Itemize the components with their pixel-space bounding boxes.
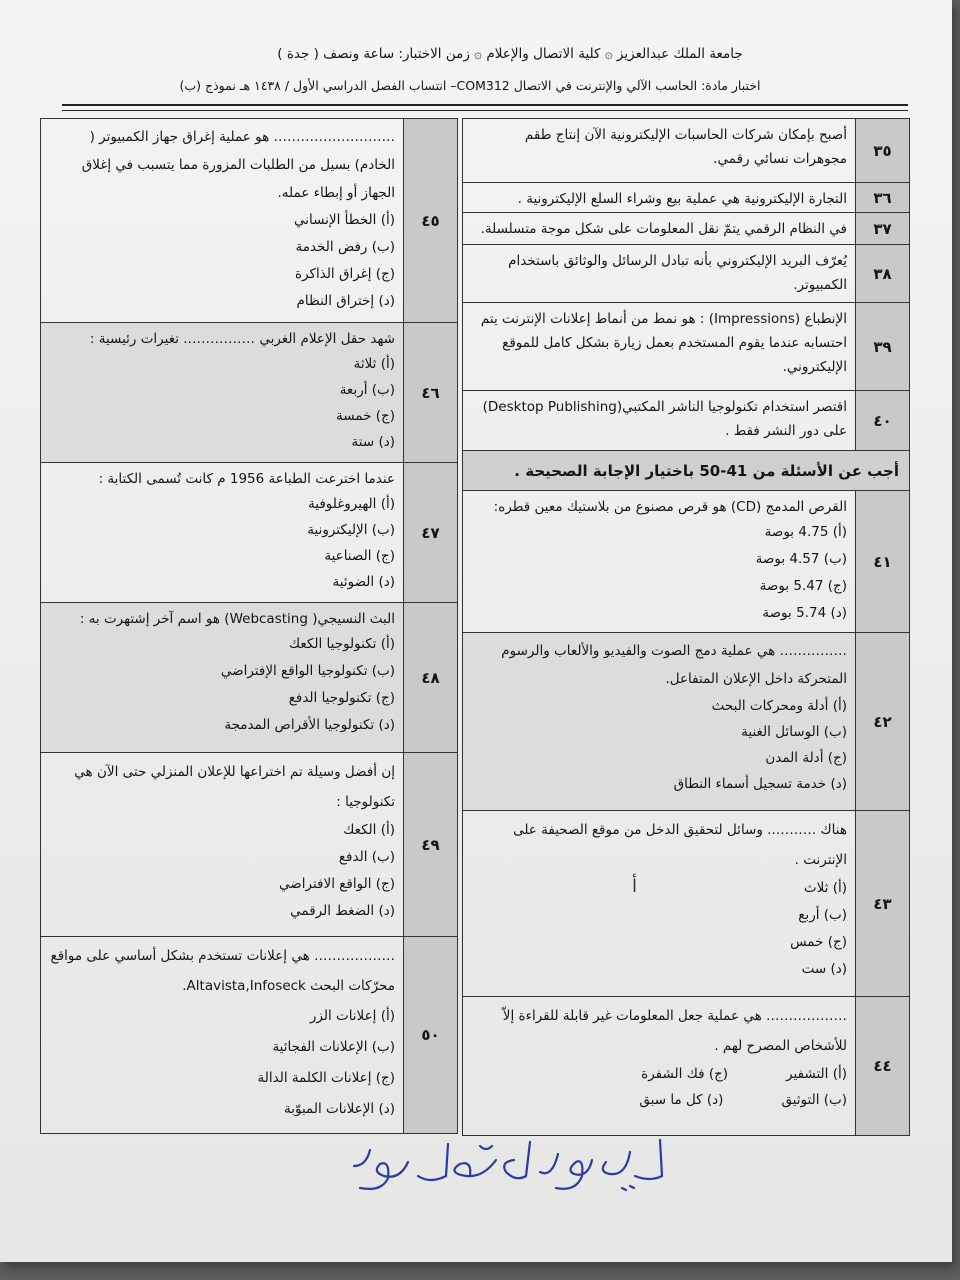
question-number: ٤٤	[855, 997, 909, 1135]
question-46	[41, 323, 457, 463]
question-number: ٤٦	[403, 323, 457, 462]
handwriting-drawing	[330, 1132, 690, 1202]
question-number: ٤٣	[855, 811, 909, 996]
question-42	[463, 633, 909, 811]
question-50	[41, 937, 457, 1133]
question-number: ٣٩	[855, 303, 909, 390]
question-41	[463, 491, 909, 633]
option-a: (أ) التشفير	[786, 1066, 847, 1082]
question-number: ٥٠	[403, 937, 457, 1133]
option-c: (ج) الواقع الافتراضي	[279, 876, 395, 892]
option-a: (أ) ثلاثة	[353, 356, 395, 372]
option-d: (د) 5.74 بوصة	[762, 605, 847, 621]
question-35	[463, 119, 909, 183]
left-column	[40, 118, 458, 1134]
option-a: (أ) تكنولوجيا الكعك	[289, 636, 395, 652]
question-49	[41, 753, 457, 937]
option-d: (د) الضغط الرقمي	[290, 903, 395, 919]
question-44	[463, 997, 909, 1135]
question-number: ٤٧	[403, 463, 457, 602]
question-40	[463, 391, 909, 451]
option-d: (د) إختراق النظام	[296, 293, 395, 309]
question-47	[41, 463, 457, 603]
option-a: (أ) الكعك	[343, 822, 395, 838]
option-d: (د) كل ما سبق	[639, 1092, 724, 1108]
option-c: (ج) خمس	[790, 934, 847, 950]
option-b: (ب) أربع	[798, 907, 847, 923]
option-a: (أ) إعلانات الزر	[309, 1008, 395, 1024]
option-b: (ب) الإليكترونية	[307, 522, 395, 538]
option-b: (ب) التوثيق	[781, 1092, 847, 1108]
question-number: ٣٧	[855, 213, 909, 244]
option-c: (ج) 5.47 بوصة	[759, 578, 847, 594]
question-stem: …………… هي عملية دمج الصوت والفيديو والألعاب والرسوم المتحركة داخل الإعلان المتفاعل.	[501, 643, 847, 687]
question-stem: ……………… هي إعلانات تستخدم بشكل أساسي على مواقع محرّكات البحث Altavista,Infoseck.	[50, 948, 395, 994]
option-d: (د) خدمة تسجيل أسماء النطاق	[673, 776, 847, 792]
question-stem: إن أفضل وسيلة تم اختراعها للإعلان المنزلي حتى الآن هي تكنولوجيا :	[74, 764, 395, 810]
option-d: (د) ستة	[351, 434, 395, 450]
option-d: (د) الإعلانات المبوّبة	[284, 1101, 395, 1117]
header-divider	[62, 104, 908, 106]
option-b: (ب) الدفع	[338, 849, 395, 865]
question-39	[463, 303, 909, 391]
question-text: أصبح بإمكان شركات الحاسبات الإليكترونية الآن إنتاج طقم مجوهرات نسائي رقمي.	[524, 127, 847, 167]
options-row-2	[469, 1087, 847, 1113]
question-number: ٤٥	[403, 119, 457, 322]
options-row-1	[469, 1061, 847, 1087]
question-stem: هناك ……….. وسائل لتحقيق الدخل من موقع الصحيفة على الإنترنت .	[513, 822, 847, 868]
question-number: ٣٨	[855, 245, 909, 302]
option-c: (ج) فك الشفرة	[641, 1066, 729, 1082]
header-university-line: جامعة الملك عبدالعزيز ۞ كلية الاتصال والإعلام ۞ زمن الاختبار: ساعة ونصف ( جدة )	[277, 46, 743, 62]
option-c: (ج) تكنولوجيا الدفع	[288, 690, 395, 706]
question-38	[463, 245, 909, 303]
question-48	[41, 603, 457, 753]
question-number: ٤٩	[403, 753, 457, 936]
option-d: (د) ست	[801, 961, 847, 977]
question-stem: عندما اخترعت الطباعة 1956 م كانت تُسمى الكتابة :	[98, 471, 395, 487]
option-c: (ج) إعلانات الكلمة الدالة	[257, 1070, 395, 1086]
option-a: (أ) الخطأ الإنساني	[293, 212, 395, 228]
question-number: ٤١	[855, 491, 909, 632]
option-c: (ج) خمسة	[336, 408, 395, 424]
question-text: اقتصر استخدام تكنولوجيا الناشر المكتبي(Desktop Publishing) على دور النشر فقط .	[482, 399, 847, 439]
question-stem: القرص المدمج (CD) هو قرص مصنوع من بلاستيك معين قطره:	[493, 499, 847, 515]
option-a: (أ) 4.75 بوصة	[764, 524, 847, 540]
question-stem: ……………… هي عملية جعل المعلومات غير قابلة للقراءة إلاّ للأشخاص المصرح لهم .	[502, 1008, 847, 1054]
question-stem: شهد حقل الإعلام الغربي ……………. تغيرات رئيسية :	[89, 331, 395, 347]
option-b: (ب) الوسائل الغنية	[741, 724, 847, 740]
option-b: (ب) تكنولوجيا الواقع الإفتراضي	[220, 663, 395, 679]
question-text: في النظام الرقمي يتمّ نقل المعلومات على شكل موجة متسلسلة.	[480, 221, 847, 237]
question-stem: البث النسيجي( Webcasting) هو اسم آخر إشتهرت به :	[79, 611, 395, 627]
header-divider-thin	[62, 110, 908, 111]
option-a: (أ) ثلاث	[803, 880, 847, 896]
question-45	[41, 119, 457, 323]
question-number: ٣٦	[855, 183, 909, 212]
option-c: (ج) إغراق الذاكرة	[295, 266, 395, 282]
option-a: (أ) أدلة ومحركات البحث	[711, 698, 847, 714]
header-course-line: اختبار مادة: الحاسب الآلي والإنترنت في الاتصال COM312– انتساب الفصل الدراسي الأول / ١٤٣٨ هـ نموذج (ب)	[179, 78, 761, 93]
question-number: ٤٠	[855, 391, 909, 450]
handwritten-note-signature	[330, 1132, 690, 1202]
option-b: (ب) أربعة	[339, 382, 395, 398]
question-stem: ……………………… هو عملية إغراق جهاز الكمبيوتر ( الخادم) بسيل من الطلبات المزورة مما يتسبب في إغلاق الجهاز أو إبطاء عمله.	[81, 129, 395, 201]
question-text: يُعرّف البريد الإليكتروني بأنه تبادل الرسائل والوثائق باستخدام الكمبيوتر.	[508, 253, 847, 293]
question-text: الإنطباع (Impressions) : هو نمط من أنماط إعلانات الإنترنت يتم احتسابه عندما يقوم المستخدم بعمل زيارة بشكل كامل للموقع الإليكتروني.	[480, 311, 847, 375]
question-number: ٤٢	[855, 633, 909, 810]
right-column	[462, 118, 910, 1136]
option-d: (د) الضوئية	[332, 574, 395, 590]
option-c: (ج) أدلة المدن	[765, 750, 847, 766]
question-37	[463, 213, 909, 245]
option-b: (ب) 4.57 بوصة	[755, 551, 847, 567]
question-number: ٤٨	[403, 603, 457, 752]
section-title: أجب عن الأسئلة من 41-50 باختيار الإجابة الصحيحة .	[463, 451, 909, 491]
option-c: (ج) الصناعية	[324, 548, 395, 564]
question-number: ٣٥	[855, 119, 909, 182]
question-43	[463, 811, 909, 997]
option-a: (أ) الهيروغلوفية	[308, 496, 395, 512]
question-36	[463, 183, 909, 213]
pen-mark: ﺃ	[632, 876, 638, 897]
question-text: التجارة الإليكترونية هي عملية بيع وشراء السلع الإليكترونية .	[517, 191, 847, 207]
option-b: (ب) الإعلانات الفجائية	[272, 1039, 395, 1055]
option-d: (د) تكنولوجيا الأقراص المدمجة	[224, 717, 395, 733]
option-b: (ب) رفض الخدمة	[295, 239, 395, 255]
